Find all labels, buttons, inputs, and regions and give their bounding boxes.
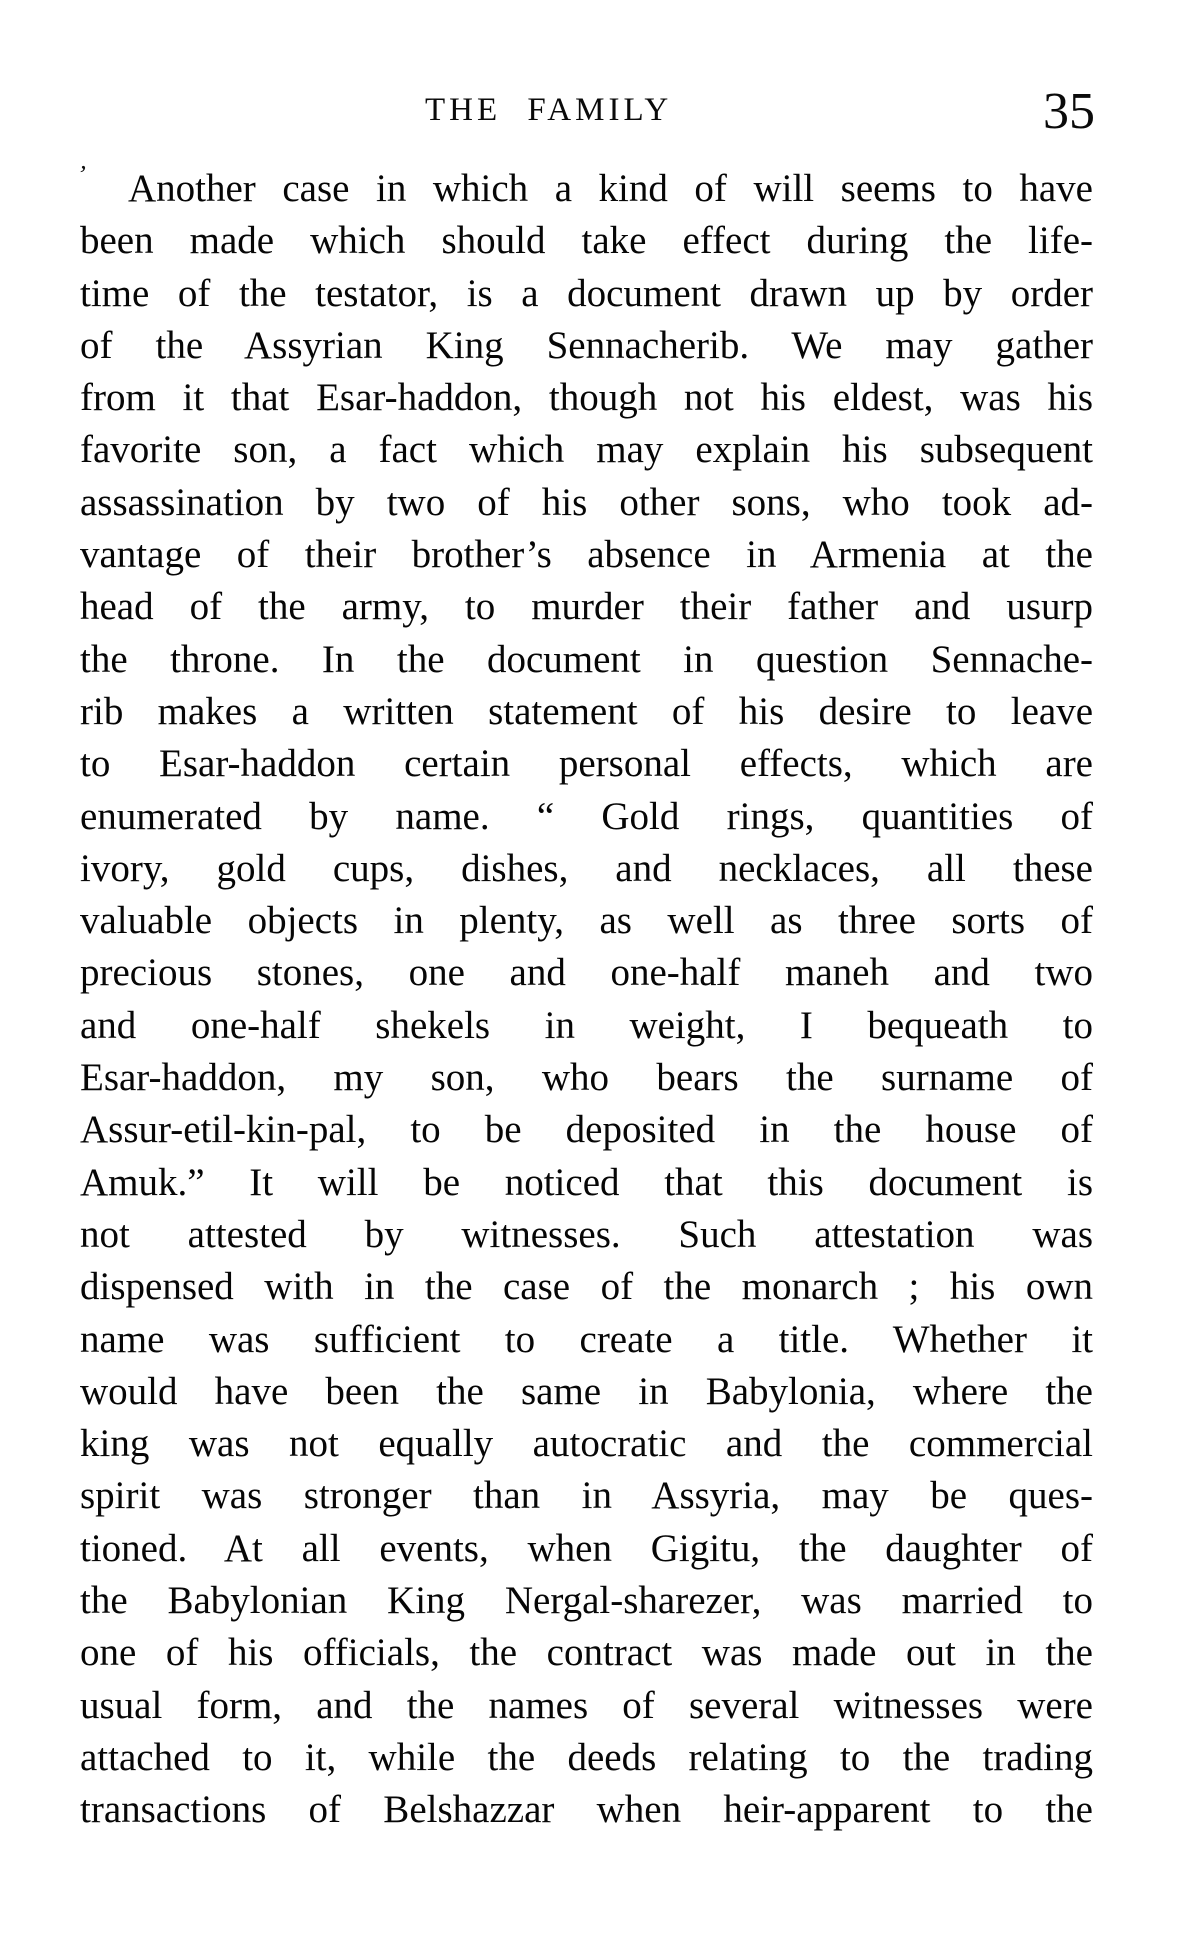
body-line: Esar-haddon, my son, who bears the surname of [80,1056,1093,1100]
body-line: ivory, gold cups, dishes, and necklaces, all these [80,846,1093,890]
paragraph [80,163,1093,1837]
body-line: vantage of their brother’s absence in Armenia at the [80,533,1093,577]
running-header-title: THE FAMILY [425,92,673,128]
body-line: Amuk.” It will be noticed that this document is [80,1160,1093,1204]
body-line: the Babylonian King Nergal-sharezer, was married to [80,1579,1093,1623]
body-line: would have been the same in Babylonia, where the [80,1369,1093,1413]
body-line: Another case in which a kind of will seems to have [128,167,1093,210]
body-line: of the Assyrian King Sennacherib. We may gather [80,323,1093,367]
body-line: attached to it, while the deeds relating to the trading [80,1735,1093,1779]
body-line: dispensed with in the case of the monarch ; his own [80,1265,1093,1309]
body-line: transactions of Belshazzar when heir-apparent to the [80,1788,1093,1832]
body-line: not attested by witnesses. Such attestation was [80,1212,1093,1256]
body-line: one of his officials, the contract was made out in the [80,1631,1093,1675]
body-line: usual form, and the names of several witnesses were [80,1683,1093,1727]
body-line: assassination by two of his other sons, who took ad- [80,480,1093,524]
body-line: tioned. At all events, when Gigitu, the daughter of [80,1526,1093,1570]
body-line: to Esar-haddon certain personal effects, which are [80,742,1093,786]
body-line: Assur-etil-kin-pal, to be deposited in the house of [80,1108,1093,1152]
body-line: time of the testator, is a document drawn up by order [80,271,1093,315]
body-line: been made which should take effect during the life- [80,219,1093,263]
body-line: favorite son, a fact which may explain his subsequent [80,428,1093,472]
body-line: valuable objects in plenty, as well as three sorts of [80,899,1093,943]
scan-artifact-mark: ʼ [76,159,89,190]
body-line: king was not equally autocratic and the commercial [80,1422,1093,1466]
body-line: the throne. In the document in question Sennache- [80,637,1093,681]
body-line: from it that Esar-haddon, though not his eldest, was his [80,376,1093,420]
page-number: 35 [1043,83,1095,140]
body-line: head of the army, to murder their father and usurp [80,585,1093,629]
body-line: name was sufficient to create a title. Whether it [80,1317,1093,1361]
body-line: rib makes a written statement of his desire to leave [80,689,1093,733]
body-line: enumerated by name. “ Gold rings, quantities of [80,794,1093,838]
body-line: precious stones, one and one-half maneh and two [80,951,1093,995]
body-line: and one-half shekels in weight, I bequeath to [80,1003,1093,1047]
body-line: spirit was stronger than in Assyria, may be ques- [80,1474,1093,1518]
